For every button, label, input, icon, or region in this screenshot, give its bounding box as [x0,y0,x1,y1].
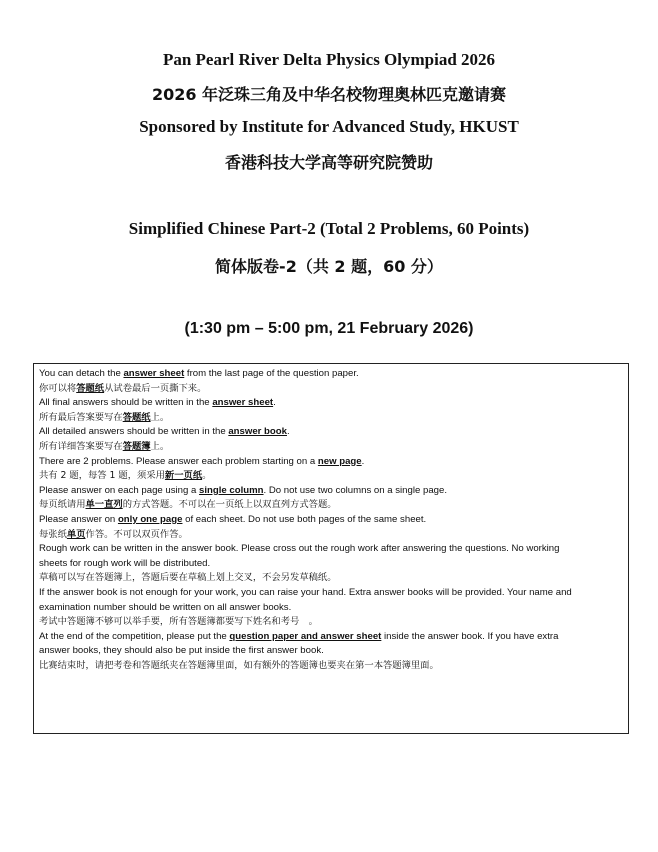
instruction-line: examination number should be written on all answer books. [39,601,292,613]
instruction-line: At the end of the competition, please put the question paper and answer sheet inside the answer book. If you have extra [39,630,559,642]
instruction-line: 比赛结束时，请把考卷和答题纸夹在答题簿里面，如有额外的答题簿也要夹在第一本答题簿里面。 [39,659,439,671]
instruction-line: There are 2 problems. Please answer each problem starting on a new page. [39,455,365,467]
instruction-line: Please answer on only one page of each sheet. Do not use both pages of the same sheet. [39,513,427,525]
instruction-line: 每页纸请用单一直列的方式答题。不可以在一页纸上以双直列方式答题。 [39,499,337,511]
instruction-line: 每张纸单页作答。不可以双页作答。 [39,528,188,540]
competition-title: Pan Pearl River Delta Physics Olympiad 2026 [162,50,496,69]
instruction-line: You can detach the answer sheet from the last page of the question paper. [39,368,359,379]
instruction-line: Rough work can be written in the answer book. Please cross out the rough work after answering the questions. No working [39,543,560,555]
instruction-line: All detailed answers should be written in the answer book. [39,426,290,438]
instruction-line: 考试中答题簿不够可以举手要，所有答题簿都要写下姓名和考号 。 [39,616,318,628]
instruction-line: sheets for rough work will be distributed. [39,557,211,569]
instruction-line: 所有详细答案要写在答题簿上。 [39,440,170,452]
instructions-box [33,363,629,734]
instruction-line: 你可以将答题纸从试卷最后一页撕下来。 [39,382,207,394]
instruction-line: answer books, they should also be put inside the first answer book. [39,645,324,657]
instruction-line: All final answers should be written in the answer sheet. [39,397,276,409]
instruction-line: 共有 2 题，每答 1 题，须采用新一页纸。 [39,470,212,482]
paper-part-title: Simplified Chinese Part-2 (Total 2 Problems, 60 Points) [128,219,530,238]
competition-title-chinese: 2026 年泛珠三角及中华名校物理奥林匹克邀请赛 [151,85,507,104]
instruction-line: If the answer book is not enough for your work, you can raise your hand. Extra answer books will be provided. Your name and [39,586,572,598]
instruction-line: Please answer on each page using a single column. Do not use two columns on a single page. [39,484,447,496]
sponsor-line: Sponsored by Institute for Advanced Study, HKUST [139,117,519,136]
instruction-line: 所有最后答案要写在答题纸上。 [39,411,170,423]
instruction-line: 草稿可以写在答题簿上，答题后要在草稿上划上交叉，不会另发草稿纸。 [39,572,337,584]
exam-time: (1:30 pm – 5:00 pm, 21 February 2026) [184,320,474,337]
paper-part-title-chinese: 简体版卷-2（共 2 题，60 分） [215,257,443,276]
sponsor-line-chinese: 香港科技大学高等研究院赞助 [224,153,433,172]
